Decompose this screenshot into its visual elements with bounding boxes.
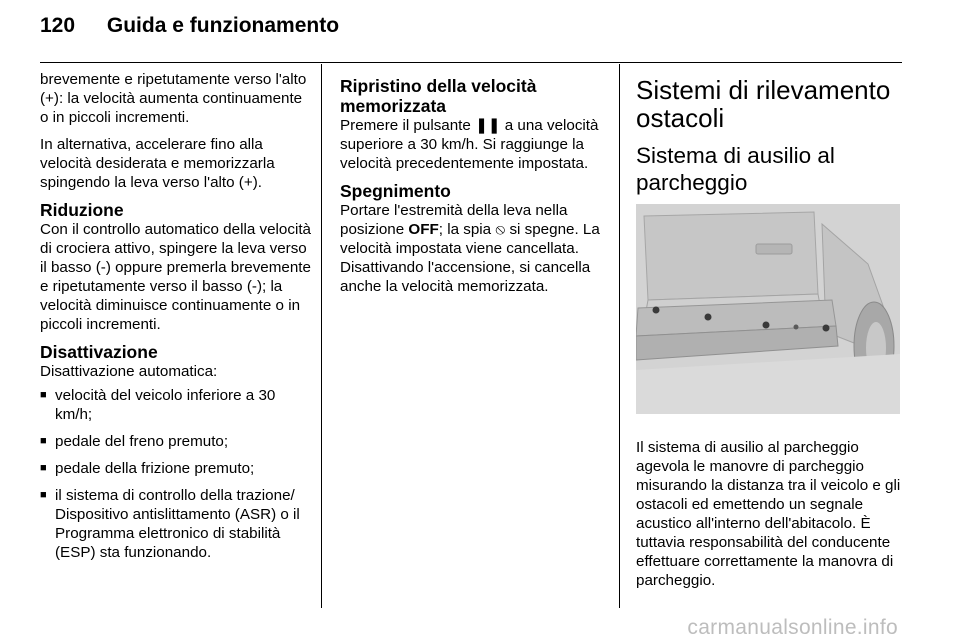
pause-button-icon: ❚❚ (475, 117, 501, 134)
paragraph: Disattivazione automatica: (40, 363, 218, 380)
page-header (40, 14, 339, 38)
column-right (636, 70, 904, 598)
paragraph: brevemente e ripetutamente verso l'alto (+): la velocità aumenta continuamente o in piccoli incrementi. (40, 71, 307, 126)
column-middle (340, 76, 610, 304)
page-number: 120 (40, 14, 76, 37)
column-divider (321, 64, 322, 608)
chapter-heading: Sistemi di rilevamento ostacoli (636, 75, 891, 133)
list-item: ■ pedale della frizione premuto; (40, 459, 312, 478)
column-divider (619, 64, 620, 608)
list-item: ■ il sistema di controllo della trazione/ Dispositivo antislittamento (ASR) o il Programma elettronico di stabilità (ESP) sta funzionando. (40, 486, 312, 562)
section-heading-spegnimento: Spegnimento (340, 181, 451, 201)
paragraph: Premere il pulsante ❚❚ a una velocità superiore a 30 km/h. Si raggiunge la velocità precedentemente impostata. (340, 117, 599, 172)
watermark: carmanualsonline.info (687, 616, 898, 639)
section-heading-ripristino: Ripristino della velocità memorizzata (340, 76, 537, 116)
section-heading-riduzione: Riduzione (40, 200, 124, 220)
list-item: ■ velocità del veicolo inferiore a 30 km/h; (40, 386, 312, 424)
column-left (40, 70, 312, 570)
section-heading-disattivazione: Disattivazione (40, 342, 158, 362)
section-heading-parcheggio: Sistema di ausilio al parcheggio (636, 143, 835, 195)
page-title: Guida e funzionamento (106, 14, 340, 37)
paragraph: Con il controllo automatico della velocità di crociera attivo, spingere la leva verso il basso (-) oppure premerla brevemente e ripetutamente verso il basso (-); la velocità diminuisce continuamente o in piccoli incrementi. (40, 221, 311, 333)
cruise-control-indicator-icon: ⦸ (495, 221, 506, 238)
header-rule (40, 62, 902, 63)
paragraph: Il sistema di ausilio al parcheggio agevola le manovre di parcheggio misurando la distanza tra il veicolo e gli ostacoli ed emettendo un segnale acustico all'interno dell'abitacolo. È tuttavia responsabilità del conducente effettuare correttamente la manovra di parcheggio. (636, 439, 901, 589)
paragraph: In alternativa, accelerare fino alla velocità desiderata e memorizzarla spingendo la leva verso l'alto (+). (40, 136, 275, 191)
bullet-list (40, 386, 312, 562)
parking-sensor-illustration (636, 204, 900, 414)
paragraph: Portare l'estremità della leva nella posizione OFF; la spia ⦸ si spegne. La velocità impostata viene cancellata. Disattivando l'accensione, si cancella anche la velocità memorizzata. (340, 202, 600, 295)
list-item: ■ pedale del freno premuto; (40, 432, 312, 451)
off-label: OFF (408, 221, 439, 238)
